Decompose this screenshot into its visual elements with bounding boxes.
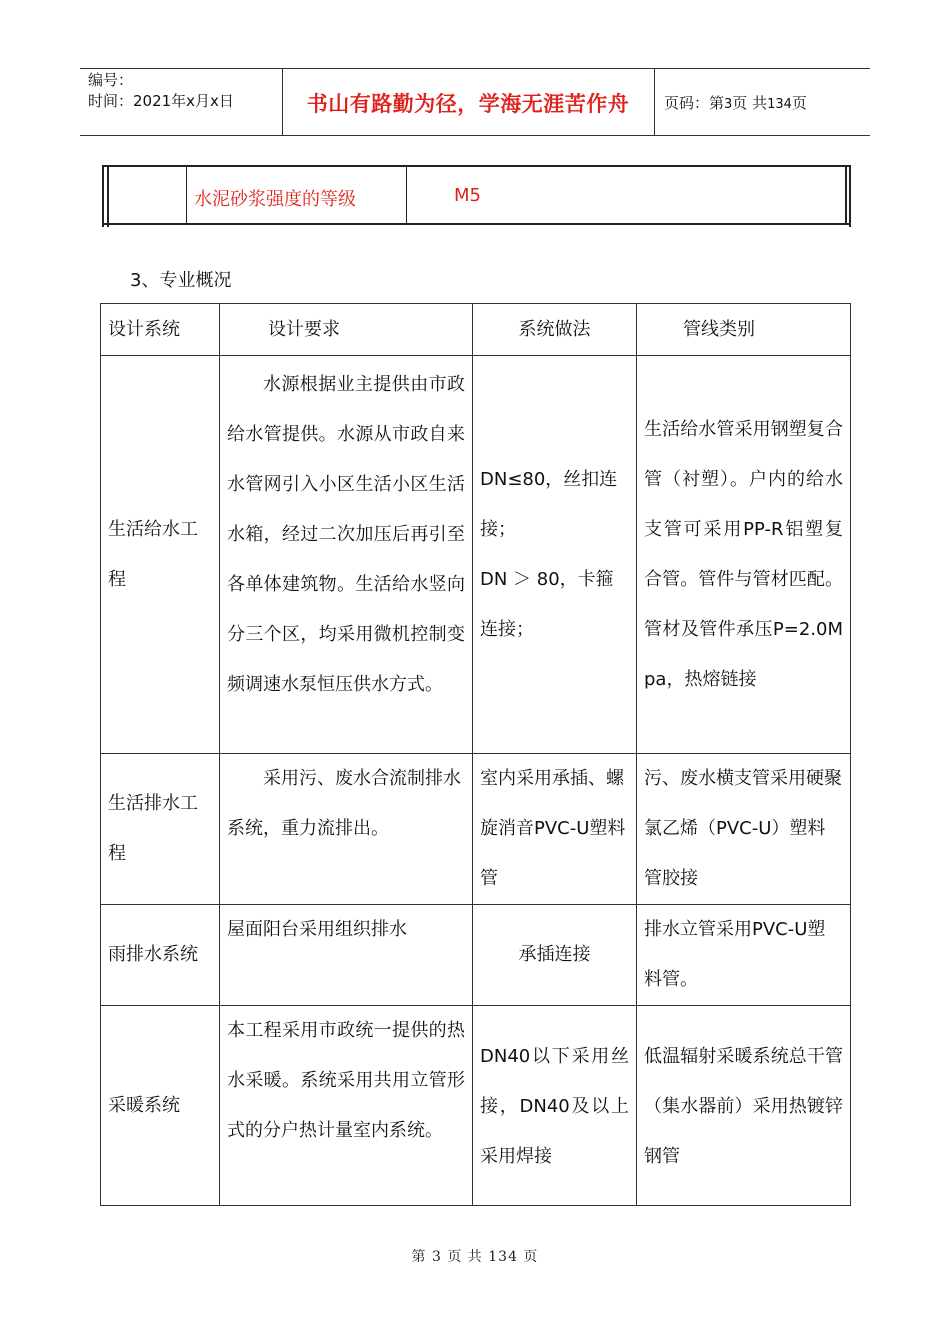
header-motto: 书山有路勤为径，学海无涯苦作舟 bbox=[306, 92, 630, 116]
section-title: 3、专业概况 bbox=[130, 270, 232, 291]
fragment-value: M5 bbox=[454, 185, 481, 206]
header-cell-requirement: 设计要求 bbox=[220, 304, 473, 356]
header-page-mid: 页 共 bbox=[732, 94, 768, 112]
header-bottom-rule bbox=[80, 135, 870, 136]
header-cell-system: 设计系统 bbox=[101, 304, 220, 356]
header-divider-right bbox=[654, 68, 655, 136]
row-pipe: 低温辐射采暖系统总干管（集水器前）采用热镀锌钢管 bbox=[637, 1006, 851, 1206]
row-method: 承插连接 bbox=[473, 905, 637, 1006]
row-method-line-1: DN≤80，丝扣连接； bbox=[480, 468, 618, 540]
row-method: 室内采用承插、螺旋消音PVC-U塑料管 bbox=[473, 754, 637, 905]
table-row bbox=[101, 754, 851, 905]
row-system: 生活给水工程 bbox=[101, 356, 220, 754]
row-pipe: 污、废水横支管采用硬聚氯乙烯（PVC-U）塑料管胶接 bbox=[637, 754, 851, 905]
row-system: 生活排水工程 bbox=[101, 754, 220, 905]
header-code-label: 编号： bbox=[88, 71, 134, 89]
table-row bbox=[101, 1006, 851, 1206]
header-cell-pipe: 管线类别 bbox=[637, 304, 851, 356]
row-pipe: 生活给水管采用钢塑复合管（衬塑）。户内的给水支管可采用PP-R铝塑复合管。管件与管材匹配。管材及管件承压P=2.0Mpa，热熔链接 bbox=[637, 356, 851, 754]
table-header-row bbox=[101, 304, 851, 356]
row-method-line-2: DN ＞ 80，卡箍连接； bbox=[480, 568, 614, 640]
row-system: 雨排水系统 bbox=[101, 905, 220, 1006]
row-method: DN40以下采用丝接，DN40及以上采用焊接 bbox=[473, 1006, 637, 1206]
header-page-suffix: 页 bbox=[791, 94, 807, 112]
row-pipe: 排水立管采用PVC-U塑料管。 bbox=[637, 905, 851, 1006]
row-method bbox=[473, 356, 637, 754]
header-page-total: 134 bbox=[767, 97, 792, 112]
row-requirement: 屋面阳台采用组织排水 bbox=[220, 905, 473, 1006]
header-meta bbox=[88, 70, 234, 112]
header-page-info bbox=[664, 92, 807, 113]
row-requirement: 水源根据业主提供由市政给水管提供。水源从市政自来水管网引入小区生活小区生活水箱，经过二次加压后再引至各单体建筑物。生活给水竖向分三个区，均采用微机控制变频调速水泵恒压供水方式。 bbox=[220, 356, 473, 754]
fragment-label: 水泥砂浆强度的等级 bbox=[194, 189, 356, 210]
header-page-num: 3 bbox=[724, 97, 733, 112]
table-row bbox=[101, 356, 851, 754]
continued-table-fragment bbox=[102, 165, 850, 225]
header-page-prefix: 页码：第 bbox=[664, 94, 725, 112]
header-top-rule bbox=[80, 68, 870, 69]
row-requirement: 本工程采用市政统一提供的热水采暖。系统采用共用立管形式的分户热计量室内系统。 bbox=[220, 1006, 473, 1206]
row-system: 采暖系统 bbox=[101, 1006, 220, 1206]
header-cell-method: 系统做法 bbox=[473, 304, 637, 356]
specialty-overview-table bbox=[100, 303, 851, 1206]
page-footer: 第 3 页 共 134 页 bbox=[411, 1249, 539, 1265]
table-row bbox=[101, 905, 851, 1006]
row-requirement: 采用污、废水合流制排水系统，重力流排出。 bbox=[220, 754, 473, 905]
header-divider-left bbox=[282, 68, 283, 136]
header-date-label: 时间：2021年x月x日 bbox=[88, 92, 234, 110]
